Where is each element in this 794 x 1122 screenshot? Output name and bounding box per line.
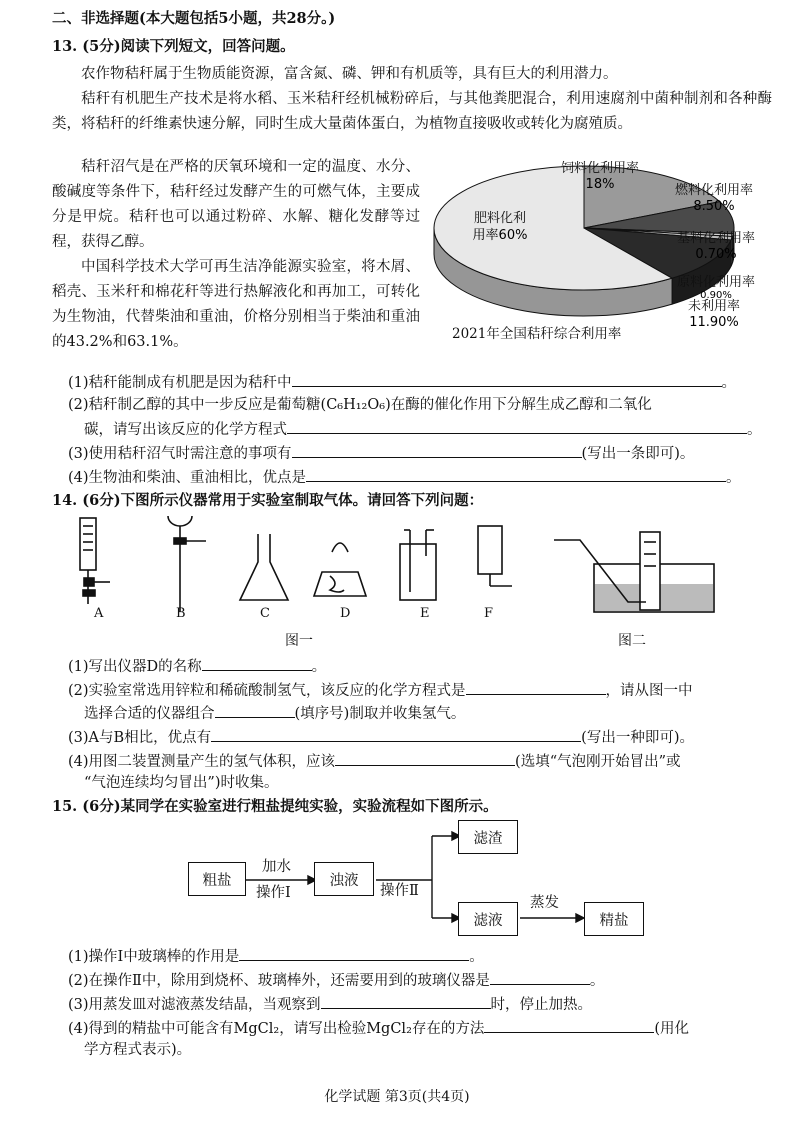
q14-q3-hint: (写出一种即可)。: [581, 730, 694, 746]
q15-question-4-cont: 学方程式表示)。: [84, 1042, 192, 1058]
q13-stem-text: 13. (5分)阅读下列短文，回答问题。: [52, 38, 295, 55]
flow-turbid-liquid: 浊液: [314, 862, 374, 896]
apparatus-label-a: A: [94, 606, 104, 621]
q14-q1-answer-blank[interactable]: [202, 654, 312, 671]
q15-q1-end: 。: [469, 949, 484, 965]
q15-q3-tail: 时，停止加热。: [490, 997, 593, 1013]
figure-1-caption: 图一: [285, 633, 313, 649]
figure-2-caption: 图二: [618, 633, 646, 649]
flow-operation-2: 操作Ⅱ: [380, 883, 419, 899]
slice-3-label: 基料化利用率: [676, 231, 756, 246]
q14-q3-text: (3)A与B相比，优点有: [68, 730, 212, 746]
apparatus-d-icon: [314, 543, 366, 596]
q13-q2-text: 碳，请写出该反应的化学方程式: [84, 422, 287, 438]
q13-question-2-cont: [84, 417, 762, 441]
q14-question-4-cont: “气泡连续均匀冒出”)时收集。: [84, 775, 279, 791]
q15-q2-text: (2)在操作Ⅱ中，除用到烧杯、玻璃棒外，还需要用到的玻璃仪器是: [68, 973, 490, 989]
q14-question-2: [68, 678, 693, 702]
flow-add-water: 加水: [262, 859, 291, 875]
slice-0-label: 肥料化利: [473, 211, 527, 226]
q13-paragraph-3: 秸秆沼气是在严格的厌氧环境和一定的温度、水分、酸碱度等条件下，秸秆经过发酵产生的可燃气体，主要成分是甲烷。秸秆也可以通过粉碎、水解、糖化发酵等过程，获得乙醇。: [52, 159, 420, 250]
apparatus-e-icon: [400, 530, 436, 600]
utilization-pie-chart: [424, 150, 774, 350]
q14-q2-equation-blank[interactable]: [466, 678, 606, 695]
q14-question-1: [68, 654, 326, 678]
apparatus-label-f: F: [484, 606, 494, 621]
q13-question-2: (2)秸秆制乙醇的其中一步反应是葡萄糖(C₆H₁₂O₆)在酶的催化作用下分解生成乙醇和二氧化: [68, 397, 652, 413]
apparatus-label-c: C: [260, 606, 270, 621]
q13-question-4: [68, 465, 741, 489]
q14-q4-answer-blank[interactable]: [335, 749, 515, 766]
q14-question-4: [68, 749, 681, 773]
slice-2-value: 8.50%: [693, 199, 735, 214]
q14-q1-text: (1)写出仪器D的名称: [68, 659, 202, 675]
q13-q4-answer-blank[interactable]: [306, 465, 726, 482]
slice-4-label: 原料化利用率: [676, 275, 756, 290]
q13-paragraph-1: 农作物秸秆属于生物质能资源，富含氮、磷、钾和有机质等，具有巨大的利用潜力。: [81, 66, 618, 82]
q13-paragraph-2: 秸秆有机肥生产技术是将水稻、玉米秸秆经机械粉碎后，与其他粪肥混合，利用速腐剂中菌种制剂和各种酶类，将秸秆的纤维素快速分解，同时生成大量菌体蛋白，为植物直接吸收或转化为腐殖质。: [52, 91, 772, 132]
slice-5-label: 未利用率: [687, 299, 741, 314]
q15-q4-text: (4)得到的精盐中可能含有MgCl₂，请写出检验MgCl₂存在的方法: [68, 1021, 485, 1037]
q15-q2-end: 。: [589, 973, 605, 989]
figure-2-apparatus-icon: [554, 532, 714, 612]
q13-q3-answer-blank[interactable]: [292, 441, 582, 458]
q14-q2-text: (2)实验室常选用锌粒和稀硫酸制氢气，该反应的化学方程式是: [68, 683, 466, 699]
flow-crude-salt: 粗盐: [188, 862, 246, 896]
q15-q2-answer-blank[interactable]: [490, 968, 590, 985]
q13-q1-text: (1)秸秆能制成有机肥是因为秸秆中: [68, 375, 292, 391]
flow-operation-1: 操作Ⅰ: [256, 885, 291, 901]
q13-question-3: [68, 441, 694, 465]
q14-q2-hint: (填序号)制取并收集氢气。: [294, 706, 466, 722]
apparatus-figure: [60, 512, 760, 652]
q15-q1-answer-blank[interactable]: [239, 944, 469, 961]
q15-q4-hint: (用化: [654, 1021, 690, 1037]
q15-q3-answer-blank[interactable]: [321, 992, 491, 1009]
q15-q1-text: (1)操作Ⅰ中玻璃棒的作用是: [68, 949, 240, 965]
q14-q1-end: 。: [311, 659, 327, 675]
q15-q3-text: (3)用蒸发皿对滤液蒸发结晶，当观察到: [68, 997, 321, 1013]
slice-4-value: 0.90%: [700, 290, 732, 301]
q15-stem: 15. (6分)某同学在实验室进行粗盐提纯实验，实验流程如下图所示。: [52, 798, 498, 815]
apparatus-c-icon: [240, 534, 288, 600]
q14-q4-hint: (选填“气泡刚开始冒出”或: [515, 754, 681, 770]
slice-1-label: 饲料化利用率: [560, 161, 640, 176]
q14-q3-answer-blank[interactable]: [211, 725, 581, 742]
q13-stem: [52, 36, 295, 58]
q13-q4-text: (4)生物油和柴油、重油相比，优点是: [68, 470, 307, 486]
flow-evaporate: 蒸发: [530, 895, 559, 911]
slice-3-value: 0.70%: [695, 247, 737, 262]
flow-filtrate: 滤液: [458, 902, 518, 936]
apparatus-label-e: E: [420, 606, 430, 621]
q13-q1-answer-blank[interactable]: [292, 370, 722, 387]
apparatus-a-icon: [80, 518, 110, 604]
q13-q3-hint: (写出一条即可)。: [581, 446, 695, 462]
q13-q2-end: 。: [747, 422, 762, 438]
chart-caption: 2021年全国秸秆综合利用率: [452, 326, 622, 342]
q13-q3-text: (3)使用秸秆沼气时需注意的事项有: [68, 446, 292, 462]
slice-0-label-2: 用率60%: [472, 228, 528, 243]
q15-question-3: [68, 992, 592, 1016]
q13-q2-answer-blank[interactable]: [287, 417, 747, 434]
apparatus-label-b: B: [176, 606, 186, 621]
flow-residue: 滤渣: [458, 820, 518, 854]
q14-q2-combo-blank[interactable]: [215, 701, 295, 718]
q14-q4-text: (4)用图二装置测量产生的氢气体积，应该: [68, 754, 336, 770]
q15-q4-answer-blank[interactable]: [484, 1016, 654, 1033]
q14-q2-tail: ，请从图一中: [605, 683, 693, 699]
apparatus-label-d: D: [340, 606, 351, 621]
section-title: 二、非选择题(本大题包括5小题，共28分。): [52, 10, 336, 27]
q13-q4-end: 。: [726, 470, 741, 486]
q14-question-3: [68, 725, 694, 749]
q14-q2-cont-text: 选择合适的仪器组合: [84, 706, 215, 722]
q14-question-2-cont: [84, 701, 465, 725]
flow-fine-salt: 精盐: [584, 902, 644, 936]
page-footer: 化学试题 第3页(共4页): [324, 1089, 470, 1105]
q13-question-1: [68, 370, 736, 394]
q14-stem: 14. (6分)下图所示仪器常用于实验室制取气体。请回答下列问题：: [52, 492, 484, 509]
q15-question-2: [68, 968, 604, 992]
slice-5-value: 11.90%: [689, 315, 739, 330]
slice-2-label: 燃料化利用率: [674, 183, 754, 198]
apparatus-b-icon: [168, 516, 206, 612]
q13-paragraph-4: 中国科学技术大学可再生洁净能源实验室，将木屑、稻壳、玉米秆和棉花秆等进行热解液化和再加工，可转化为生物油，代替柴油和重油，价格分别相当于柴油和重油的43.2%和63.1%。: [52, 259, 420, 350]
q13-q1-end: 。: [721, 375, 737, 391]
apparatus-f-icon: [478, 526, 512, 586]
q15-question-4: [68, 1016, 689, 1040]
q15-question-1: [68, 944, 484, 968]
slice-1-value: 18%: [585, 177, 615, 192]
